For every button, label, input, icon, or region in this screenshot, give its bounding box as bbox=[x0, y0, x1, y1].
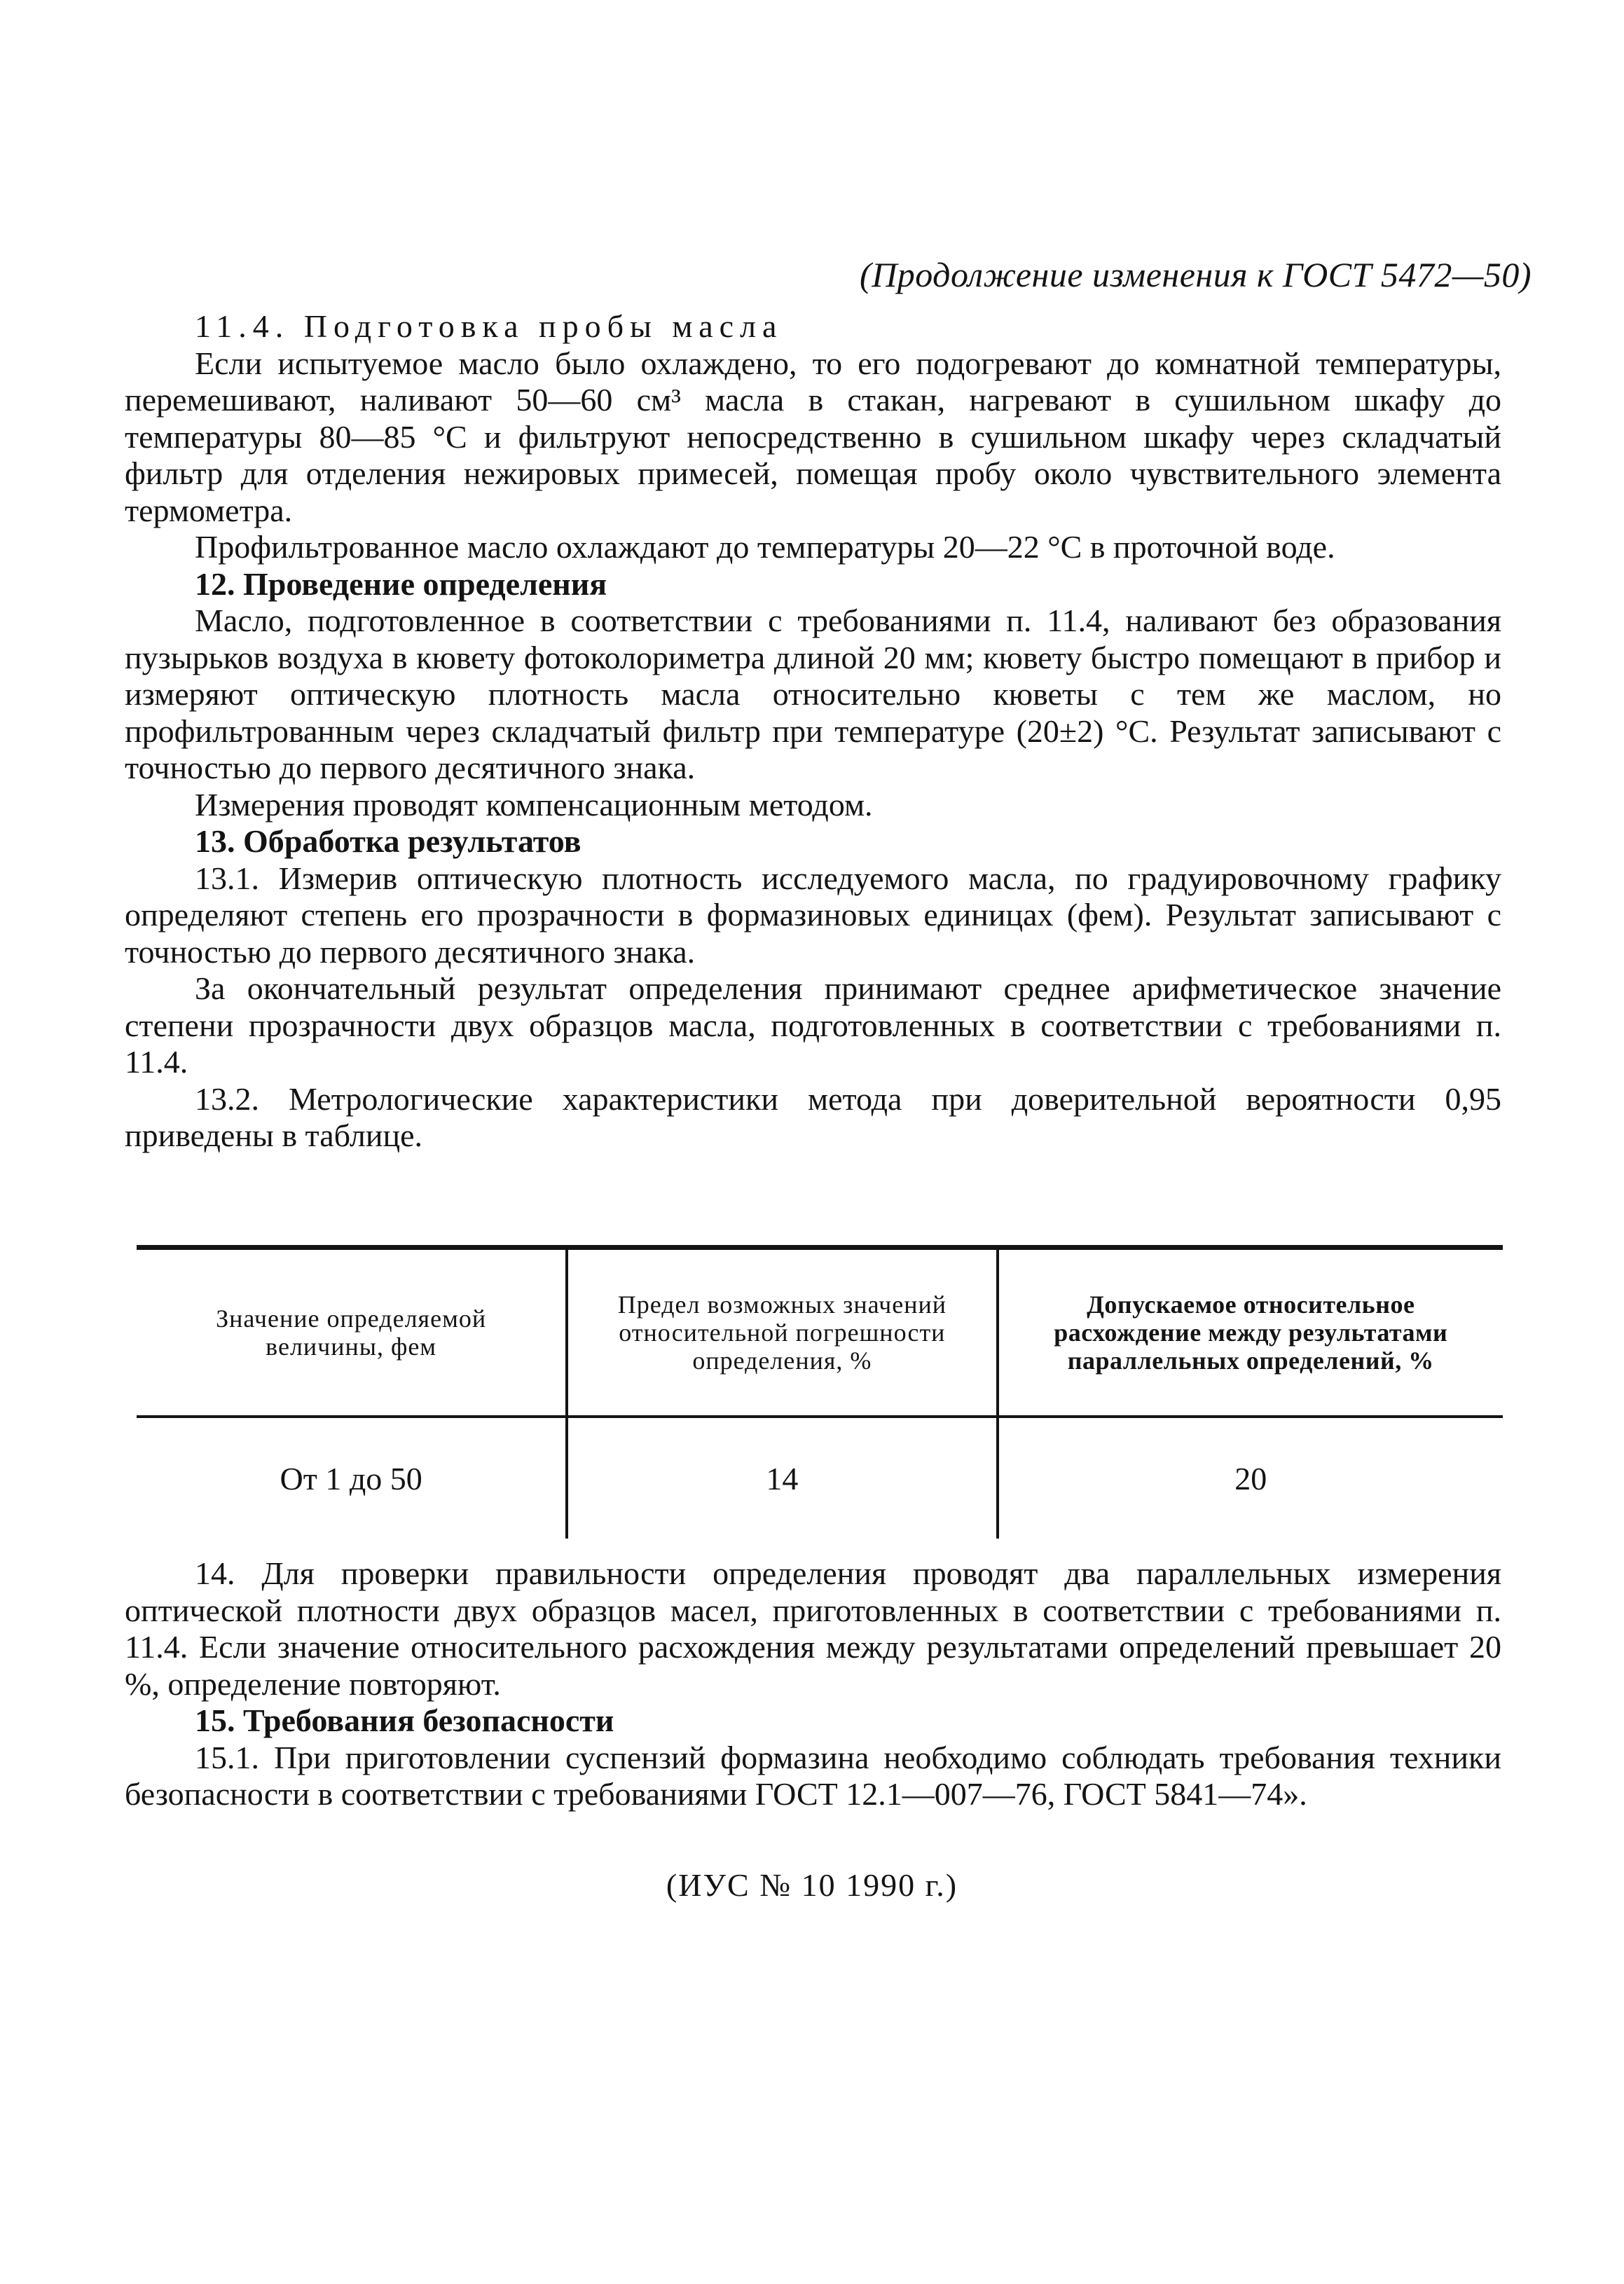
table-cell-error-limit: 14 bbox=[567, 1417, 997, 1539]
section-11-4-paragraph-2: Профильтрованное масло охлаждают до температуры 20—22 °С в проточной воде. bbox=[195, 529, 1335, 565]
closing-text bbox=[125, 1555, 1501, 1813]
section-12-title: 12. Проведение определения bbox=[195, 565, 607, 602]
section-13-title: 13. Обработка результатов bbox=[195, 823, 582, 859]
section-11-4-title: 11.4. Подготовка пробы масла bbox=[195, 308, 783, 344]
section-12-paragraph-1: Масло, подготовленное в соответствии с требованиями п. 11.4, наливают без образования пузырьков воздуха в кювету фотоколориметра длиной 20 мм; кювету быстро помещают в прибор и измеряют оптическую плотность масла относительно кюветы с тем же маслом, но профильтрованным через складчатый фильтр при температуре (20±2) °С. Результат записывают с точностью до первого десятичного знака. bbox=[125, 603, 1501, 785]
table-cell-allowed-discrepancy: 20 bbox=[998, 1417, 1503, 1539]
section-13-paragraph-2: За окончательный результат определения принимают среднее арифметическое значение степени прозрачности двух образцов масла, подготовленных в соответствии с требованиями п. 11.4. bbox=[125, 970, 1501, 1080]
publication-reference: (ИУС № 10 1990 г.) bbox=[666, 1867, 958, 1903]
table-row bbox=[137, 1417, 1503, 1539]
column-header-error-limit: Предел возможных значений относительной погрешности определения, % bbox=[567, 1250, 997, 1417]
section-14-paragraph: 14. Для проверки правильности определения проводят два параллельных измерения оптической плотности двух образцов масел, приготовленных в соответствии с требованиями п. 11.4. Если значение относительного расхождения между результатами определений превышает 20 %, определение повторяют. bbox=[125, 1555, 1501, 1702]
main-text bbox=[125, 308, 1501, 1155]
page-header: (Продолжение изменения к ГОСТ 5472—50) bbox=[860, 255, 1532, 294]
column-header-allowed-discrepancy: Допускаемое относительное расхождение между результатами параллельных определений, % bbox=[998, 1250, 1503, 1417]
section-11-4-paragraph-1: Если испытуемое масло было охлаждено, то его подогревают до комнатной температуры, перемешивают, наливают 50—60 см³ масла в стакан, нагревают в сушильном шкафу до температуры 80—85 °С и фильтруют непосредственно в сушильном шкафу через складчатый фильтр для отделения нежировых примесей, помещая пробу около чувствительного элемента термометра. bbox=[125, 345, 1501, 528]
section-15-paragraph-1: 15.1. При приготовлении суспензий формазина необходимо соблюдать требования техники безопасности в соответствии с требованиями ГОСТ 12.1—007—76, ГОСТ 5841—74». bbox=[125, 1739, 1501, 1812]
section-12-paragraph-2: Измерения проводят компенсационным методом. bbox=[195, 786, 873, 823]
section-13-paragraph-3: 13.2. Метрологические характеристики метода при доверительной вероятности 0,95 приведены в таблице. bbox=[125, 1080, 1501, 1153]
table-header-row bbox=[137, 1250, 1503, 1417]
column-header-value: Значение определяемой величины, фем bbox=[137, 1250, 567, 1417]
table-top-rule bbox=[137, 1245, 1503, 1250]
section-15-title: 15. Требования безопасности bbox=[195, 1702, 614, 1738]
table-cell-value: От 1 до 50 bbox=[280, 1460, 422, 1497]
metrology-table bbox=[137, 1245, 1503, 1539]
section-13-paragraph-1: 13.1. Измерив оптическую плотность исследуемого масла, по градуировочному графику определяют степень его прозрачности в формазиновых единицах (фем). Результат записывают с точностью до первого десятичного знака. bbox=[125, 860, 1501, 970]
